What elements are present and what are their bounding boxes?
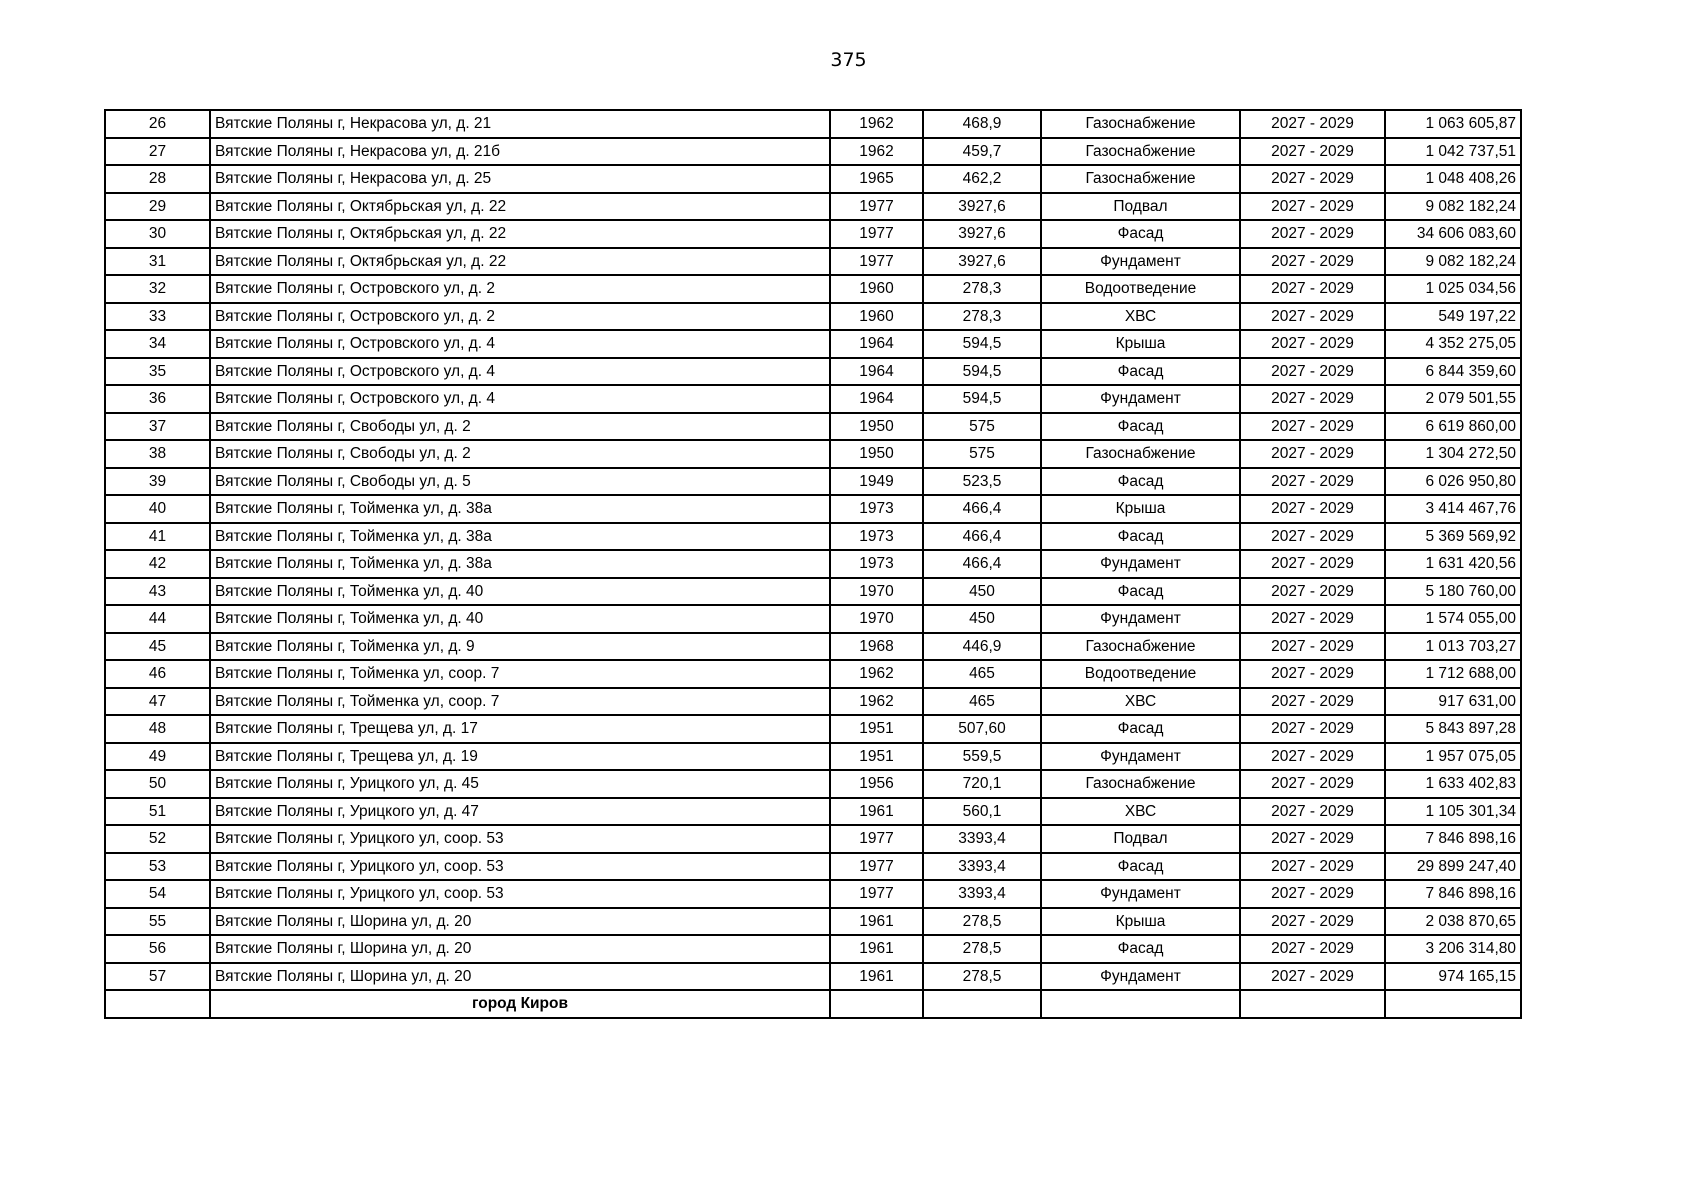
area-cell: 3393,4 <box>923 880 1041 908</box>
row-number-cell: 45 <box>105 633 210 661</box>
table-row <box>105 165 1521 193</box>
period-cell: 2027 - 2029 <box>1240 303 1385 331</box>
period-cell: 2027 - 2029 <box>1240 825 1385 853</box>
address-cell: Вятские Поляны г, Октябрьская ул, д. 22 <box>210 193 830 221</box>
cost-cell: 5 843 897,28 <box>1385 715 1521 743</box>
page-number: 375 <box>830 49 867 71</box>
area-cell: 507,60 <box>923 715 1041 743</box>
period-cell: 2027 - 2029 <box>1240 440 1385 468</box>
cost-cell: 4 352 275,05 <box>1385 330 1521 358</box>
cost-cell: 1 957 075,05 <box>1385 743 1521 771</box>
area-cell: 594,5 <box>923 330 1041 358</box>
table-row <box>105 825 1521 853</box>
work-type-cell: Фундамент <box>1041 248 1240 276</box>
row-number-cell: 27 <box>105 138 210 166</box>
period-cell: 2027 - 2029 <box>1240 193 1385 221</box>
address-cell: Вятские Поляны г, Островского ул, д. 2 <box>210 303 830 331</box>
year-built-cell: 1977 <box>830 853 923 881</box>
table-row <box>105 633 1521 661</box>
table-row <box>105 413 1521 441</box>
area-cell: 575 <box>923 413 1041 441</box>
table-row <box>105 880 1521 908</box>
row-number-cell: 49 <box>105 743 210 771</box>
table-row <box>105 110 1521 138</box>
period-cell: 2027 - 2029 <box>1240 468 1385 496</box>
cost-cell: 5 369 569,92 <box>1385 523 1521 551</box>
row-number-cell: 33 <box>105 303 210 331</box>
area-cell: 575 <box>923 440 1041 468</box>
work-type-cell: Газоснабжение <box>1041 138 1240 166</box>
period-cell: 2027 - 2029 <box>1240 523 1385 551</box>
row-number-cell: 30 <box>105 220 210 248</box>
year-built-cell: 1960 <box>830 303 923 331</box>
area-cell: 523,5 <box>923 468 1041 496</box>
row-number-cell: 47 <box>105 688 210 716</box>
row-number-cell: 32 <box>105 275 210 303</box>
row-number-cell: 56 <box>105 935 210 963</box>
work-type-cell: Водоотведение <box>1041 660 1240 688</box>
period-cell: 2027 - 2029 <box>1240 853 1385 881</box>
table-row <box>105 605 1521 633</box>
address-cell: Вятские Поляны г, Тойменка ул, д. 38а <box>210 550 830 578</box>
work-type-cell: Крыша <box>1041 908 1240 936</box>
year-built-cell: 1956 <box>830 770 923 798</box>
row-number-cell: 35 <box>105 358 210 386</box>
area-cell: 594,5 <box>923 358 1041 386</box>
address-cell: Вятские Поляны г, Островского ул, д. 4 <box>210 358 830 386</box>
address-cell: Вятские Поляны г, Урицкого ул, д. 47 <box>210 798 830 826</box>
area-cell: 560,1 <box>923 798 1041 826</box>
work-type-cell: Водоотведение <box>1041 275 1240 303</box>
section-period-cell <box>1240 990 1385 1018</box>
work-type-cell: Подвал <box>1041 193 1240 221</box>
address-cell: Вятские Поляны г, Урицкого ул, д. 45 <box>210 770 830 798</box>
period-cell: 2027 - 2029 <box>1240 110 1385 138</box>
year-built-cell: 1961 <box>830 935 923 963</box>
address-cell: Вятские Поляны г, Урицкого ул, соор. 53 <box>210 825 830 853</box>
year-built-cell: 1965 <box>830 165 923 193</box>
year-built-cell: 1970 <box>830 605 923 633</box>
row-number-cell: 31 <box>105 248 210 276</box>
work-type-cell: Фасад <box>1041 220 1240 248</box>
area-cell: 446,9 <box>923 633 1041 661</box>
address-cell: Вятские Поляны г, Тойменка ул, д. 40 <box>210 578 830 606</box>
area-cell: 465 <box>923 688 1041 716</box>
year-built-cell: 1962 <box>830 660 923 688</box>
period-cell: 2027 - 2029 <box>1240 330 1385 358</box>
row-number-cell: 39 <box>105 468 210 496</box>
period-cell: 2027 - 2029 <box>1240 220 1385 248</box>
address-cell: Вятские Поляны г, Урицкого ул, соор. 53 <box>210 880 830 908</box>
cost-cell: 1 712 688,00 <box>1385 660 1521 688</box>
address-cell: Вятские Поляны г, Островского ул, д. 4 <box>210 385 830 413</box>
work-type-cell: Фасад <box>1041 523 1240 551</box>
address-cell: Вятские Поляны г, Свободы ул, д. 2 <box>210 440 830 468</box>
area-cell: 3927,6 <box>923 193 1041 221</box>
row-number-cell: 29 <box>105 193 210 221</box>
row-number-cell: 43 <box>105 578 210 606</box>
table-row <box>105 770 1521 798</box>
year-built-cell: 1964 <box>830 358 923 386</box>
row-number-cell: 40 <box>105 495 210 523</box>
section-heading: город Киров <box>210 990 830 1018</box>
period-cell: 2027 - 2029 <box>1240 138 1385 166</box>
area-cell: 278,5 <box>923 935 1041 963</box>
year-built-cell: 1964 <box>830 385 923 413</box>
cost-cell: 1 013 703,27 <box>1385 633 1521 661</box>
year-built-cell: 1960 <box>830 275 923 303</box>
area-cell: 720,1 <box>923 770 1041 798</box>
area-cell: 465 <box>923 660 1041 688</box>
cost-cell: 1 574 055,00 <box>1385 605 1521 633</box>
cost-cell: 1 048 408,26 <box>1385 165 1521 193</box>
area-cell: 278,3 <box>923 275 1041 303</box>
year-built-cell: 1973 <box>830 523 923 551</box>
address-cell: Вятские Поляны г, Тойменка ул, соор. 7 <box>210 688 830 716</box>
area-cell: 450 <box>923 578 1041 606</box>
year-built-cell: 1977 <box>830 220 923 248</box>
work-type-cell: Фундамент <box>1041 385 1240 413</box>
area-cell: 468,9 <box>923 110 1041 138</box>
period-cell: 2027 - 2029 <box>1240 495 1385 523</box>
table-row <box>105 330 1521 358</box>
address-cell: Вятские Поляны г, Тойменка ул, д. 9 <box>210 633 830 661</box>
work-type-cell: Фасад <box>1041 853 1240 881</box>
row-number-cell: 53 <box>105 853 210 881</box>
table-row <box>105 578 1521 606</box>
work-type-cell: Газоснабжение <box>1041 440 1240 468</box>
address-cell: Вятские Поляны г, Шорина ул, д. 20 <box>210 963 830 991</box>
work-type-cell: Фасад <box>1041 578 1240 606</box>
table-row <box>105 660 1521 688</box>
cost-cell: 6 026 950,80 <box>1385 468 1521 496</box>
table-row <box>105 963 1521 991</box>
period-cell: 2027 - 2029 <box>1240 633 1385 661</box>
table-row <box>105 358 1521 386</box>
table-row <box>105 275 1521 303</box>
address-cell: Вятские Поляны г, Трещева ул, д. 19 <box>210 743 830 771</box>
table-row <box>105 715 1521 743</box>
cost-cell: 1 025 034,56 <box>1385 275 1521 303</box>
cost-cell: 3 206 314,80 <box>1385 935 1521 963</box>
table-row <box>105 468 1521 496</box>
work-type-cell: Фасад <box>1041 358 1240 386</box>
work-type-cell: Крыша <box>1041 330 1240 358</box>
cost-cell: 2 038 870,65 <box>1385 908 1521 936</box>
cost-cell: 3 414 467,76 <box>1385 495 1521 523</box>
address-cell: Вятские Поляны г, Островского ул, д. 2 <box>210 275 830 303</box>
period-cell: 2027 - 2029 <box>1240 935 1385 963</box>
address-cell: Вятские Поляны г, Тойменка ул, д. 40 <box>210 605 830 633</box>
year-built-cell: 1951 <box>830 743 923 771</box>
work-type-cell: Фундамент <box>1041 550 1240 578</box>
area-cell: 3393,4 <box>923 825 1041 853</box>
period-cell: 2027 - 2029 <box>1240 798 1385 826</box>
year-built-cell: 1961 <box>830 963 923 991</box>
table-row <box>105 798 1521 826</box>
year-built-cell: 1977 <box>830 825 923 853</box>
cost-cell: 34 606 083,60 <box>1385 220 1521 248</box>
row-number-cell: 55 <box>105 908 210 936</box>
period-cell: 2027 - 2029 <box>1240 413 1385 441</box>
work-type-cell: Газоснабжение <box>1041 110 1240 138</box>
year-built-cell: 1949 <box>830 468 923 496</box>
row-number-cell: 34 <box>105 330 210 358</box>
year-built-cell: 1968 <box>830 633 923 661</box>
period-cell: 2027 - 2029 <box>1240 963 1385 991</box>
area-cell: 559,5 <box>923 743 1041 771</box>
cost-cell: 7 846 898,16 <box>1385 880 1521 908</box>
row-number-cell: 28 <box>105 165 210 193</box>
year-built-cell: 1977 <box>830 248 923 276</box>
table-row <box>105 303 1521 331</box>
period-cell: 2027 - 2029 <box>1240 743 1385 771</box>
year-built-cell: 1970 <box>830 578 923 606</box>
address-cell: Вятские Поляны г, Тойменка ул, д. 38а <box>210 495 830 523</box>
table-row <box>105 523 1521 551</box>
work-type-cell: Фундамент <box>1041 880 1240 908</box>
section-work-cell <box>1041 990 1240 1018</box>
year-built-cell: 1973 <box>830 495 923 523</box>
cost-cell: 6 619 860,00 <box>1385 413 1521 441</box>
row-number-cell: 57 <box>105 963 210 991</box>
row-number-cell: 42 <box>105 550 210 578</box>
year-built-cell: 1962 <box>830 138 923 166</box>
capital-repair-table <box>104 109 1522 1019</box>
area-cell: 3927,6 <box>923 248 1041 276</box>
cost-cell: 2 079 501,55 <box>1385 385 1521 413</box>
cost-cell: 1 042 737,51 <box>1385 138 1521 166</box>
period-cell: 2027 - 2029 <box>1240 550 1385 578</box>
address-cell: Вятские Поляны г, Шорина ул, д. 20 <box>210 908 830 936</box>
section-heading-row <box>105 990 1521 1018</box>
section-cost-cell <box>1385 990 1521 1018</box>
work-type-cell: Фундамент <box>1041 963 1240 991</box>
year-built-cell: 1950 <box>830 413 923 441</box>
address-cell: Вятские Поляны г, Урицкого ул, соор. 53 <box>210 853 830 881</box>
area-cell: 278,3 <box>923 303 1041 331</box>
work-type-cell: Подвал <box>1041 825 1240 853</box>
row-number-cell: 52 <box>105 825 210 853</box>
area-cell: 462,2 <box>923 165 1041 193</box>
area-cell: 3927,6 <box>923 220 1041 248</box>
row-number-cell: 26 <box>105 110 210 138</box>
year-built-cell: 1973 <box>830 550 923 578</box>
row-number-cell: 46 <box>105 660 210 688</box>
period-cell: 2027 - 2029 <box>1240 385 1385 413</box>
table-row <box>105 743 1521 771</box>
area-cell: 466,4 <box>923 550 1041 578</box>
work-type-cell: Газоснабжение <box>1041 770 1240 798</box>
row-number-cell: 54 <box>105 880 210 908</box>
cost-cell: 9 082 182,24 <box>1385 248 1521 276</box>
table-row <box>105 193 1521 221</box>
cost-cell: 1 063 605,87 <box>1385 110 1521 138</box>
year-built-cell: 1961 <box>830 908 923 936</box>
section-num-cell <box>105 990 210 1018</box>
period-cell: 2027 - 2029 <box>1240 275 1385 303</box>
row-number-cell: 50 <box>105 770 210 798</box>
period-cell: 2027 - 2029 <box>1240 715 1385 743</box>
year-built-cell: 1950 <box>830 440 923 468</box>
period-cell: 2027 - 2029 <box>1240 605 1385 633</box>
work-type-cell: ХВС <box>1041 688 1240 716</box>
work-type-cell: Крыша <box>1041 495 1240 523</box>
cost-cell: 1 105 301,34 <box>1385 798 1521 826</box>
cost-cell: 5 180 760,00 <box>1385 578 1521 606</box>
cost-cell: 6 844 359,60 <box>1385 358 1521 386</box>
address-cell: Вятские Поляны г, Свободы ул, д. 2 <box>210 413 830 441</box>
area-cell: 466,4 <box>923 495 1041 523</box>
address-cell: Вятские Поляны г, Некрасова ул, д. 21 <box>210 110 830 138</box>
area-cell: 278,5 <box>923 963 1041 991</box>
year-built-cell: 1964 <box>830 330 923 358</box>
address-cell: Вятские Поляны г, Свободы ул, д. 5 <box>210 468 830 496</box>
work-type-cell: ХВС <box>1041 303 1240 331</box>
cost-cell: 1 633 402,83 <box>1385 770 1521 798</box>
table-row <box>105 220 1521 248</box>
period-cell: 2027 - 2029 <box>1240 165 1385 193</box>
row-number-cell: 44 <box>105 605 210 633</box>
area-cell: 3393,4 <box>923 853 1041 881</box>
work-type-cell: Газоснабжение <box>1041 633 1240 661</box>
work-type-cell: Фундамент <box>1041 743 1240 771</box>
cost-cell: 29 899 247,40 <box>1385 853 1521 881</box>
period-cell: 2027 - 2029 <box>1240 770 1385 798</box>
row-number-cell: 36 <box>105 385 210 413</box>
period-cell: 2027 - 2029 <box>1240 908 1385 936</box>
work-type-cell: Фасад <box>1041 413 1240 441</box>
cost-cell: 549 197,22 <box>1385 303 1521 331</box>
row-number-cell: 41 <box>105 523 210 551</box>
address-cell: Вятские Поляны г, Островского ул, д. 4 <box>210 330 830 358</box>
cost-cell: 1 304 272,50 <box>1385 440 1521 468</box>
address-cell: Вятские Поляны г, Октябрьская ул, д. 22 <box>210 248 830 276</box>
cost-cell: 9 082 182,24 <box>1385 193 1521 221</box>
address-cell: Вятские Поляны г, Некрасова ул, д. 25 <box>210 165 830 193</box>
table-row <box>105 495 1521 523</box>
address-cell: Вятские Поляны г, Тойменка ул, соор. 7 <box>210 660 830 688</box>
period-cell: 2027 - 2029 <box>1240 880 1385 908</box>
table-row <box>105 908 1521 936</box>
table-row <box>105 550 1521 578</box>
table-row <box>105 385 1521 413</box>
period-cell: 2027 - 2029 <box>1240 358 1385 386</box>
work-type-cell: Фундамент <box>1041 605 1240 633</box>
cost-cell: 917 631,00 <box>1385 688 1521 716</box>
area-cell: 278,5 <box>923 908 1041 936</box>
cost-cell: 974 165,15 <box>1385 963 1521 991</box>
section-area-cell <box>923 990 1041 1018</box>
table-row <box>105 935 1521 963</box>
work-type-cell: Фасад <box>1041 715 1240 743</box>
row-number-cell: 51 <box>105 798 210 826</box>
period-cell: 2027 - 2029 <box>1240 688 1385 716</box>
year-built-cell: 1962 <box>830 110 923 138</box>
work-type-cell: Газоснабжение <box>1041 165 1240 193</box>
year-built-cell: 1951 <box>830 715 923 743</box>
table-body <box>105 110 1521 1018</box>
area-cell: 450 <box>923 605 1041 633</box>
work-type-cell: ХВС <box>1041 798 1240 826</box>
section-year-cell <box>830 990 923 1018</box>
address-cell: Вятские Поляны г, Некрасова ул, д. 21б <box>210 138 830 166</box>
period-cell: 2027 - 2029 <box>1240 578 1385 606</box>
address-cell: Вятские Поляны г, Шорина ул, д. 20 <box>210 935 830 963</box>
work-type-cell: Фасад <box>1041 935 1240 963</box>
year-built-cell: 1962 <box>830 688 923 716</box>
address-cell: Вятские Поляны г, Тойменка ул, д. 38а <box>210 523 830 551</box>
period-cell: 2027 - 2029 <box>1240 660 1385 688</box>
table-row <box>105 248 1521 276</box>
period-cell: 2027 - 2029 <box>1240 248 1385 276</box>
cost-cell: 1 631 420,56 <box>1385 550 1521 578</box>
area-cell: 594,5 <box>923 385 1041 413</box>
area-cell: 459,7 <box>923 138 1041 166</box>
table-row <box>105 138 1521 166</box>
table-row <box>105 688 1521 716</box>
cost-cell: 7 846 898,16 <box>1385 825 1521 853</box>
year-built-cell: 1961 <box>830 798 923 826</box>
work-type-cell: Фасад <box>1041 468 1240 496</box>
table-row <box>105 853 1521 881</box>
table-row <box>105 440 1521 468</box>
row-number-cell: 38 <box>105 440 210 468</box>
address-cell: Вятские Поляны г, Октябрьская ул, д. 22 <box>210 220 830 248</box>
area-cell: 466,4 <box>923 523 1041 551</box>
row-number-cell: 37 <box>105 413 210 441</box>
address-cell: Вятские Поляны г, Трещева ул, д. 17 <box>210 715 830 743</box>
year-built-cell: 1977 <box>830 880 923 908</box>
year-built-cell: 1977 <box>830 193 923 221</box>
row-number-cell: 48 <box>105 715 210 743</box>
